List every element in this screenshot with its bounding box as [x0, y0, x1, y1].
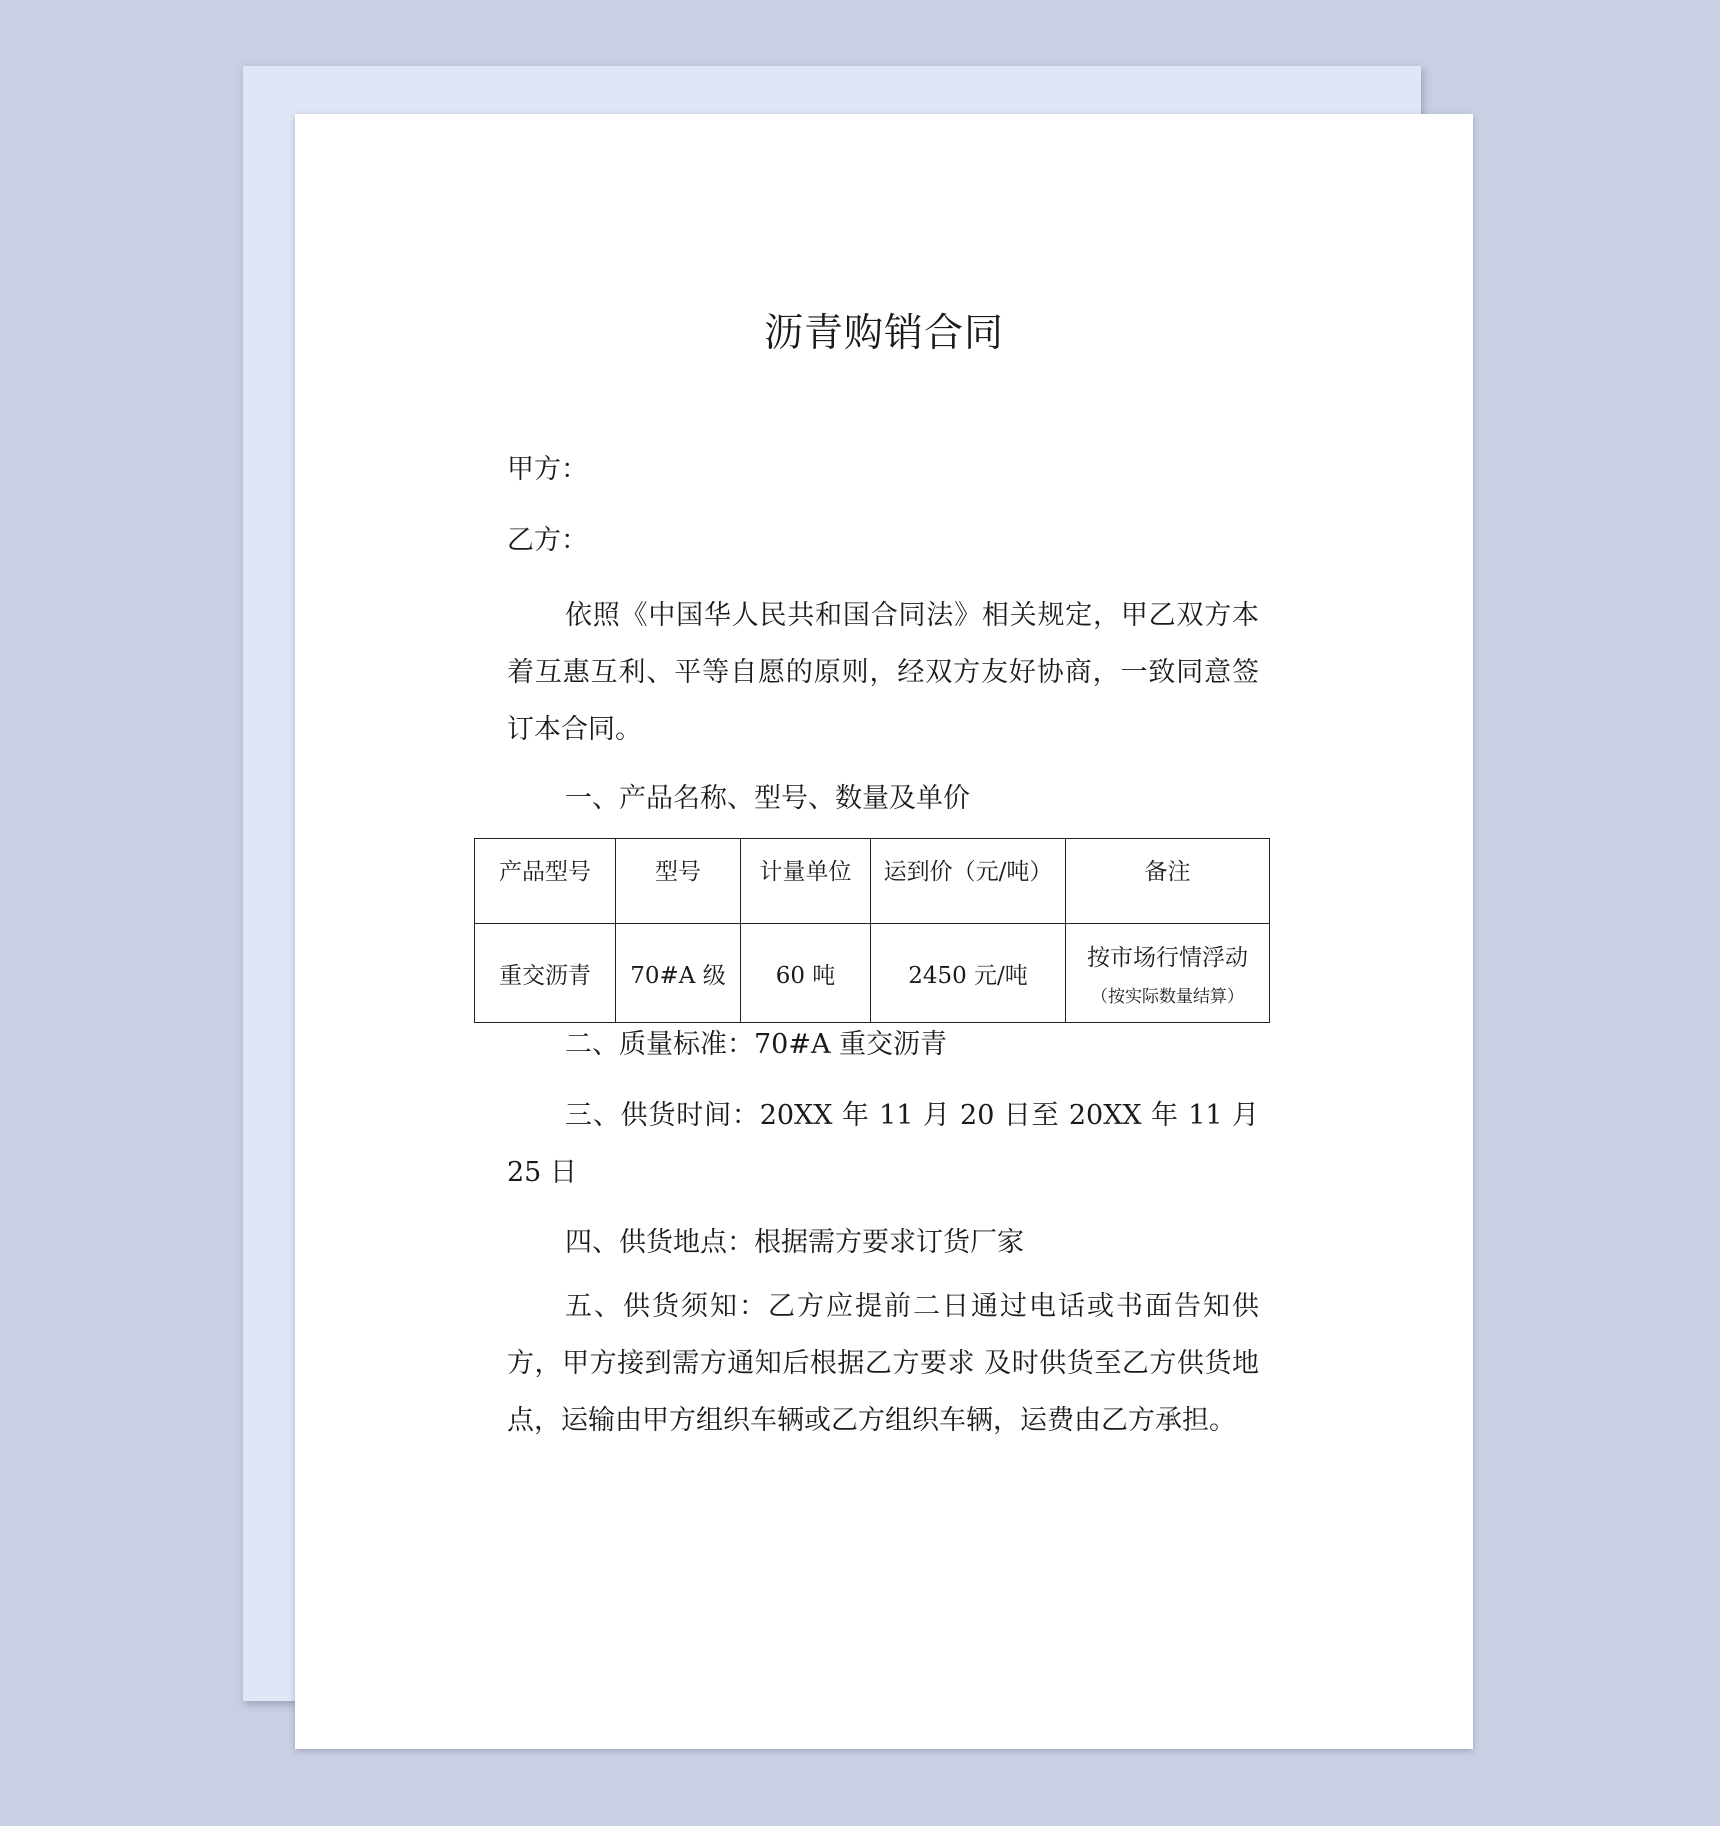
cell-note	[1066, 924, 1270, 1023]
table-row	[475, 924, 1270, 1023]
section-4-supply-location: 四、供货地点：根据需方要求订货厂家	[565, 1227, 1024, 1258]
table-header-cell: 备注	[1066, 839, 1270, 924]
cell-unit: 60 吨	[741, 924, 871, 1023]
section-1-heading: 一、产品名称、型号、数量及单价	[565, 783, 970, 814]
section-2-quality: 二、质量标准：70#A 重交沥青	[565, 1029, 948, 1060]
party-a-label: 甲方：	[507, 454, 588, 485]
section-5-supply-notice: 五、供货须知：乙方应提前二日通过电话或书面告知供方，甲方接到需方通知后根据乙方要求 及时供货至乙方供货地点，运输由甲方组织车辆或乙方组织车辆，运费由乙方承担。	[507, 1291, 1259, 1436]
table-header-cell: 产品型号	[475, 839, 616, 924]
section-3-supply-time: 三、供货时间：20XX 年 11 月 20 日至 20XX 年 11 月 25 日	[507, 1100, 1259, 1188]
table-header-cell: 计量单位	[741, 839, 871, 924]
table-header-cell: 型号	[616, 839, 741, 924]
cell-product: 重交沥青	[475, 924, 616, 1023]
table-header-cell: 运到价（元/吨）	[871, 839, 1066, 924]
document-title: 沥青购销合同	[763, 311, 1004, 356]
intro-paragraph: 依照《中国华人民共和国合同法》相关规定，甲乙双方本着互惠互利、平等自愿的原则，经双方友好协商，一致同意签订本合同。	[507, 600, 1259, 745]
note-sub-text: （按实际数量结算）	[1091, 987, 1244, 1007]
cell-model: 70#A 级	[616, 924, 741, 1023]
document-page	[295, 114, 1473, 1749]
cell-price: 2450 元/吨	[871, 924, 1066, 1023]
product-table	[474, 838, 1270, 1023]
note-main-text: 按市场行情浮动	[1087, 945, 1248, 971]
party-b-label: 乙方：	[507, 525, 588, 556]
table-header-row	[475, 839, 1270, 924]
